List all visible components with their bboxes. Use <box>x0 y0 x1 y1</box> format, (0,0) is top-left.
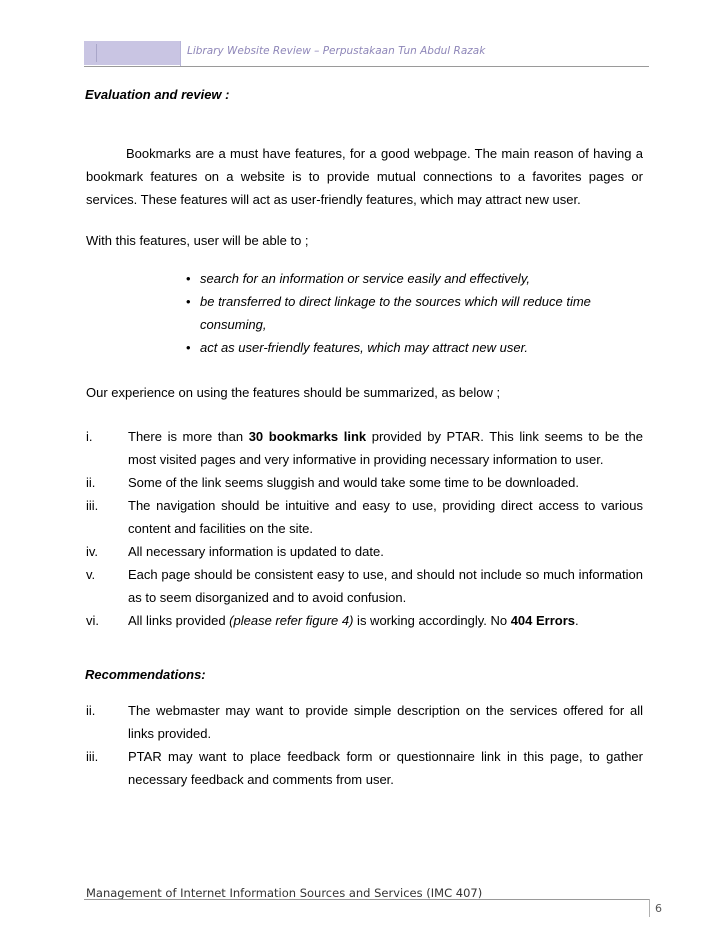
header-divider <box>96 44 97 62</box>
item-number: i. <box>86 429 93 444</box>
list-item: • be transferred to direct linkage to the sources which will reduce time consuming, <box>186 290 606 336</box>
item-number: iii. <box>86 498 99 513</box>
paragraph-experience: Our experience on using the features should be summarized, as below ; <box>86 385 501 400</box>
item-number: v. <box>86 567 96 582</box>
list-item: ii. The webmaster may want to provide simple description on the services offered for all links provided. <box>86 699 643 745</box>
header-rule <box>84 66 649 67</box>
list-item: ii. Some of the link seems sluggish and would take some time to be downloaded. <box>86 471 643 494</box>
italic-reference: (please refer figure 4) <box>229 613 354 628</box>
list-item: • act as user-friendly features, which may attract new user. <box>186 336 606 359</box>
list-item: iii. The navigation should be intuitive and easy to use, providing direct access to various content and facilities on the site. <box>86 494 643 540</box>
bullet-list <box>186 267 606 359</box>
list-item: v. Each page should be consistent easy to use, and should not include so much information as to seem disorganized and to avoid confusion. <box>86 563 643 609</box>
list-item: • search for an information or service easily and effectively, <box>186 267 606 290</box>
footer-course-title: Management of Internet Information Sources and Services (IMC 407) <box>86 886 483 900</box>
item-number: vi. <box>86 613 99 628</box>
list-item: i. There is more than 30 bookmarks link provided by PTAR. This link seems to be the most visited pages and very informative in providing necessary information to user. <box>86 425 643 471</box>
footer-rule <box>84 899 650 900</box>
header-divider <box>180 41 181 66</box>
item-number: iv. <box>86 544 99 559</box>
list-item: vi. All links provided (please refer figure 4) is working accordingly. No 404 Errors. <box>86 609 643 632</box>
list-item: iv. All necessary information is updated to date. <box>86 540 643 563</box>
section-heading-recommendations: Recommendations: <box>85 667 206 682</box>
running-header: Library Website Review – Perpustakaan Tun Abdul Razak <box>187 45 486 57</box>
paragraph-user-able: With this features, user will be able to ; <box>86 233 309 248</box>
page-number: 6 <box>655 902 662 915</box>
paragraph-bookmarks: Bookmarks are a must have features, for a good webpage. The main reason of having a bookmark features on a website is to provide mutual connections to a favorites pages or services. These features will act as user-friendly features, which may attract new user. <box>86 146 643 207</box>
numbered-list-evaluation <box>86 425 643 632</box>
section-heading-evaluation: Evaluation and review : <box>85 87 230 102</box>
item-number: ii. <box>86 703 96 718</box>
item-number: ii. <box>86 475 96 490</box>
page-number-divider <box>649 899 650 917</box>
numbered-list-recommendations <box>86 699 643 791</box>
list-item: iii. PTAR may want to place feedback form or questionnaire link in this page, to gather necessary feedback and comments from user. <box>86 745 643 791</box>
item-number: iii. <box>86 749 99 764</box>
bold-text: 404 Errors <box>510 613 576 628</box>
header-color-band <box>84 41 180 65</box>
bold-text: 30 bookmarks link <box>248 429 367 444</box>
